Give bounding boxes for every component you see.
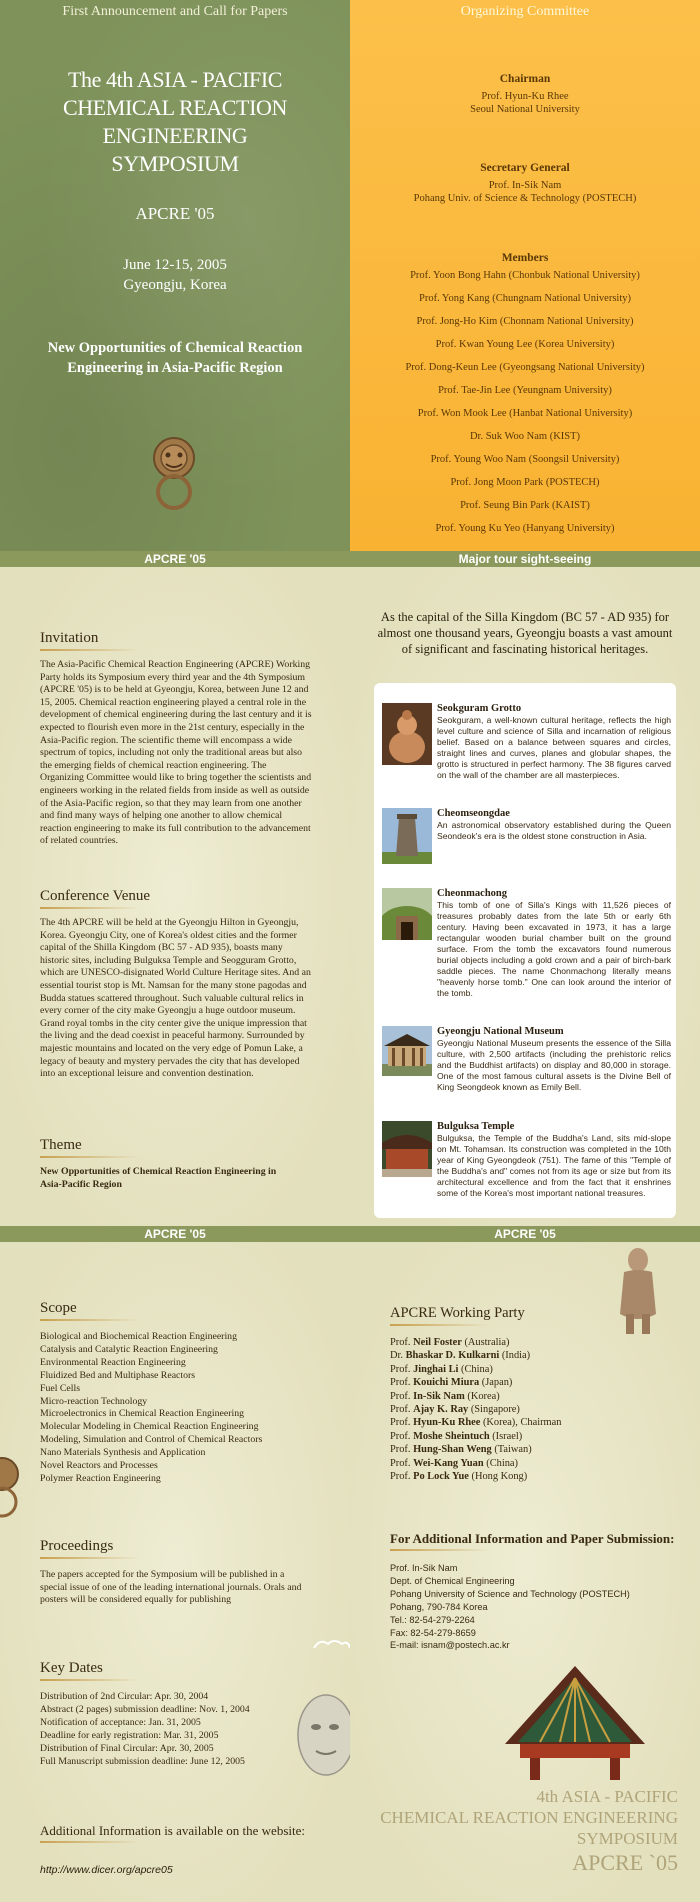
contact-email[interactable]: E-mail: isnam@postech.ac.kr [390,1640,510,1651]
committee-header: Organizing Committee [460,4,590,19]
invitation-heading: Invitation [40,630,99,646]
secretary-name: Prof. In-Sik Nam [488,180,562,191]
member-item: Prof. Dong-Keun Lee (Gyeongsang National University) [405,362,645,373]
member-item: Prof. Tae-Jin Lee (Yeungnam University) [438,385,612,396]
member-item: Prof. Jong Moon Park (POSTECH) [450,477,600,488]
wp-name: Hung-Shan Weng [413,1444,492,1456]
contact-line: Dept. of Chemical Engineering [390,1575,515,1586]
wp-country: (Korea) [464,1390,500,1402]
sight-title: Seokguram Grotto [437,703,522,714]
sight-title: Gyeongju National Museum [437,1026,564,1037]
wp-name: Hyun-Ku Rhee [413,1417,481,1429]
title-line: The 4th ASIA - PACIFIC [67,67,283,92]
scope-item: Novel Reactors and Processes [40,1460,158,1472]
theme-section [40,1136,312,1191]
scope-item: Fuel Cells [40,1382,81,1394]
wp-title: Prof. [390,1337,414,1348]
key-date-item: Distribution of 2nd Circular: Apr. 30, 2004 [40,1691,209,1702]
scope-item: Modeling, Simulation and Control of Chemical Reactors [40,1434,263,1446]
chairman-affiliation: Seoul National University [470,104,580,115]
wp-name: Kouichi Miura [413,1377,480,1389]
scope-item: Environmental Reaction Engineering [40,1356,186,1368]
sightseeing-card [374,683,676,1218]
door-knocker-icon [146,436,202,516]
wp-member [390,1390,640,1403]
key-date-item: Distribution of Final Circular: Apr. 30, 2005 [40,1742,214,1754]
proceedings-heading: Proceedings [40,1538,114,1554]
stone-mask-icon [290,1691,350,1781]
footer-title [358,1786,678,1877]
scope-heading: Scope [40,1300,77,1316]
invitation-text: The Asia-Pacific Chemical Reaction Engineering (APCRE) Working Party holds its Symposium every third year and the 4th Symposium (APCRE '05) is to be held at Gyeongju, Korea, between June 12 and 15, 2005. Chemical reaction engineering played a central role in the development of chemical engineering during the last century and it is expected to flourish even more in the 21st century, especially in the Asia-Pacific region. The scientific theme will encompass a wide spectrum of topics, including not only the traditional areas but also the emerging fields of chemical reaction engineering. The Organizing Committee would like to bring together the scientists and engineers working in the related fields from inside as well as outside of the Asia-Pacific region, so that they may learn from one another and find many ways of helping one another to allow chemical reaction engineering to make its full contribution to the advancement of related countries. [40,659,312,847]
cloud-ornament-icon [312,1638,350,1652]
wp-country: (Singapore) [468,1404,520,1416]
theme-line: New Opportunities of Chemical Reaction Engineering in [40,1166,277,1177]
wp-country: (Korea), Chairman [480,1417,562,1429]
key-dates-list [40,1691,320,1768]
invitation-panel [0,551,350,1226]
chairman-name: Prof. Hyun-Ku Rhee [481,91,569,102]
website-heading: Additional Information is available on the website: [40,1823,305,1838]
sight-text [437,888,671,999]
temple-roof-icon [500,1664,650,1780]
wp-title: Prof. [390,1363,414,1375]
wp-name: Bhaskar D. Kulkarni [405,1350,500,1362]
key-date-item: Deadline for early registration: Mar. 31, 2005 [40,1729,219,1741]
wp-member [390,1349,640,1362]
wp-member [390,1457,640,1470]
sight-item [382,808,670,868]
wp-country: (Australia) [461,1337,510,1348]
scope-item: Microelectronics in Chemical Reaction Engineering [40,1408,245,1420]
footer-line: 4th ASIA - PACIFIC [536,1787,678,1806]
wp-member [390,1403,640,1416]
wp-title: Prof. [390,1417,414,1429]
scope-item: Polymer Reaction Engineering [40,1472,161,1484]
wp-member [390,1376,640,1389]
wp-name: Ajay K. Ray [413,1404,469,1416]
wp-name: Wei-Kang Yuan [413,1457,484,1469]
theme-heading: Theme [40,1137,82,1153]
member-item: Prof. Seung Bin Park (KAIST) [460,500,590,511]
theme-line: Engineering in Asia-Pacific Region [67,360,283,376]
sight-text [437,1121,671,1199]
sight-title: Cheonmachong [437,888,508,899]
proceedings-section [40,1537,312,1607]
scope-section [40,1299,330,1486]
contact-details [390,1562,690,1652]
member-item: Prof. Young Woo Nam (Soongsil University) [430,454,620,465]
sight-item [382,703,670,783]
wp-member [390,1416,640,1429]
buddha-statue-icon [382,703,432,765]
temple-roof-icon [382,1121,432,1177]
wp-country: (China) [483,1457,518,1469]
scope-item: Molecular Modeling in Chemical Reaction Engineering [40,1421,259,1433]
website-section [40,1822,340,1878]
symposium-date: June 12-15, 2005 [123,257,227,273]
sightseeing-panel [350,551,700,1226]
working-party-list [390,1336,640,1483]
sight-description: An astronomical observatory established during the Queen Seondeok's era is the oldest stone construction in Asia. [437,820,671,841]
member-item: Dr. Suk Woo Nam (KIST) [469,431,581,442]
members-section [350,252,700,545]
scope-panel [0,1226,350,1902]
contact-section [390,1530,690,1652]
wp-title: Prof. [390,1457,414,1469]
contact-line: Pohang University of Science and Technology (POSTECH) [390,1588,630,1599]
sight-title: Bulguksa Temple [437,1121,515,1132]
wp-title: Prof. [390,1444,414,1456]
scope-item: Nano Materials Synthesis and Application [40,1447,206,1459]
wp-name: Moshe Sheintuch [413,1430,490,1442]
sight-text [437,808,671,842]
chairman-section [350,73,700,116]
venue-heading: Conference Venue [40,888,151,904]
symposium-date-location [0,255,350,295]
key-dates-section [40,1659,320,1768]
member-item: Prof. Young Ku Yeo (Hanyang University) [435,523,615,534]
sight-text [437,703,671,781]
wp-member [390,1363,640,1376]
footer-line: SYMPOSIUM [576,1829,678,1848]
wp-country: (Japan) [479,1377,513,1389]
website-link[interactable]: http://www.dicer.org/apcre05 [40,1864,173,1876]
member-item: Prof. Yoon Bong Hahn (Chonbuk National University) [410,270,640,281]
contact-line: Pohang, 790-784 Korea [390,1601,488,1612]
scope-list [40,1331,330,1486]
sight-item [382,888,670,1008]
key-date-item: Full Manuscript submission deadline: June 12, 2005 [40,1755,245,1767]
symposium-abbr: APCRE '05 [135,204,215,223]
secretary-heading: Secretary General [480,162,570,174]
contact-line: Fax: 82-54-279-8659 [390,1627,476,1638]
sight-description: Gyeongju National Museum presents the essence of the Silla culture, with 2,500 artifacts (including the prehistoric relics and the Buddhist artifacts) on display and 80,000 in storage. One of the most famous cultural assets is the Divine Bell of King Seongdeok known as Emily Bell. [437,1038,671,1092]
cover-theme [20,338,330,378]
scope-item: Micro-reaction Technology [40,1395,148,1407]
scope-item: Biological and Biochemical Reaction Engineering [40,1331,237,1342]
invitation-section [40,629,312,848]
wp-title: Prof. [390,1471,414,1483]
wp-country: (Israel) [489,1430,523,1442]
stone-tower-icon [382,808,432,864]
title-line: SYMPOSIUM [111,151,239,176]
door-knocker-icon [0,1456,22,1522]
wp-country: (India) [499,1350,531,1362]
key-date-item: Notification of acceptance: Jan. 31, 2005 [40,1716,201,1728]
sight-description: This tomb of one of Silla's Kings with 11,526 pieces of treasures probably dates from the late 5th or early 6th century. Having been excavated in 1973, it has a large rectangular wooden burial chamber built on the ground surface. From the tomb the excavators found numerous burial objects including a gold crown and a pair of birch-bark saddle pieces. The name Chonmachong literally means "heavenly horse tomb." One can look around the interior of the tomb. [437,900,671,998]
theme-line: Asia-Pacific Region [40,1178,122,1190]
wp-name: In-Sik Nam [413,1390,465,1402]
scope-item: Fluidized Bed and Multiphase Reactors [40,1369,196,1381]
theme-text [40,1166,312,1191]
panel-strip: APCRE '05 [0,551,350,567]
symposium-location: Gyeongju, Korea [123,277,227,293]
secretary-affiliation: Pohang Univ. of Science & Technology (POSTECH) [413,193,637,204]
wp-member [390,1470,640,1483]
panel-strip: APCRE '05 [0,1226,350,1242]
title-line: CHEMICAL REACTION ENGINEERING [63,95,287,148]
member-item: Prof. Yong Kang (Chungnam National University) [418,293,632,304]
footer-line: CHEMICAL REACTION ENGINEERING [380,1808,678,1827]
members-heading: Members [501,252,549,264]
wp-name: Neil Foster [413,1337,462,1348]
wp-title: Prof. [390,1404,414,1416]
wp-country: (Hong Kong) [468,1471,528,1483]
sightseeing-intro: As the capital of the Silla Kingdom (BC 57 - AD 935) for almost one thousand years, Gyeongju boasts a vast amount of significant and fascinating historical heritages. [377,610,673,656]
key-date-item: Abstract (2 pages) submission deadline: Nov. 1, 2004 [40,1703,250,1715]
wp-title: Prof. [390,1390,414,1402]
sight-item [382,1121,670,1216]
secretary-section [350,162,700,205]
key-dates-heading: Key Dates [40,1660,103,1676]
burial-mound-icon [382,888,432,940]
wp-title: Prof. [390,1377,414,1389]
member-item: Prof. Won Mook Lee (Hanbat National University) [417,408,633,419]
member-item: Prof. Kwan Young Lee (Korea University) [435,339,615,350]
contact-line: Tel.: 82-54-279-2264 [390,1614,475,1625]
sight-item [382,1026,670,1106]
cover-panel [0,0,350,551]
contact-line: Prof. In-Sik Nam [390,1563,458,1573]
member-item: Prof. Jong-Ho Kim (Chonnam National University) [416,316,634,327]
wp-country: (China) [458,1363,493,1375]
working-party-heading: APCRE Working Party [390,1305,525,1321]
museum-building-icon [382,1026,432,1076]
committee-panel [350,0,700,551]
cover-header: First Announcement and Call for Papers [62,4,288,19]
wp-member [390,1430,640,1443]
wp-title: Prof. [390,1430,414,1442]
contact-heading: For Additional Information and Paper Submission: [390,1531,675,1546]
wp-member [390,1443,640,1456]
sight-title: Cheomseongdae [437,808,510,819]
proceedings-text: The papers accepted for the Symposium will be published in a special issue of one of the leading international journals. Orals and posters will be considered equally for publishing [40,1569,302,1606]
working-party-section [390,1304,640,1483]
sight-text [437,1026,671,1093]
members-list [350,269,700,545]
wp-member [390,1336,640,1349]
working-party-panel [350,1226,700,1902]
theme-line: New Opportunities of Chemical Reaction [47,340,303,356]
sight-description: Seokguram, a well-known cultural heritage, reflects the high level culture and science of Silla and incarnation of religious belief. Based on a balance between squares and circles, straight lines and curves, planes and globular shapes, the grotto is structured in perfect harmony. The 38 figures carved on the wall of the chamber are all masterpieces. [437,715,671,780]
sight-description: Bulguksa, the Temple of the Buddha's Land, sits mid-slope on Mt. Tohamsan. Its construction was completed in the 10th year of King Gyeongdeok (751). The fame of this "Temple of the Buddha's and" comes not from its age or size but from its architectural excellence and from the fact that it enshrines some of the Korea's most important national treasures. [437,1133,671,1198]
footer-abbr: APCRE `05 [572,1850,678,1875]
venue-text: The 4th APCRE will be held at the Gyeongju Hilton in Gyeongju, Korea. Gyeongju City, one of Korea's oldest cities and the former capital of the Shilla Kingdom (BC 57 - AD 935), boasts many historic sites, including Bulguksa Temple and Seogguram Grotto, which are UNESCO-disignated World Culture Heritage sites. And an essential tourist stop is Mt. Namsan for the many stone pagodas and Budda statues scattered throughout. Such valuable cultural relics in every corner of the city make Gyeongju a huge outdoor museum. Grand royal tombs in the city center give the unique impression that the living and the dead coexist in peaceful harmony. Surrounded by majestic mountains and located on the very edge of Pomun Lake, a legacy of beauty and mystery pervades the city that has developed into an exceptional leisure and convention destination. [40,917,311,1080]
scope-item: Catalysis and Catalytic Reaction Engineering [40,1343,218,1355]
wp-title: Dr. [390,1350,406,1362]
venue-section [40,887,312,1081]
symposium-title [6,66,344,178]
wp-name: Po Lock Yue [413,1471,469,1483]
panel-strip: Major tour sight-seeing [350,551,700,567]
wp-country: (Taiwan) [491,1444,532,1456]
chairman-heading: Chairman [499,73,551,85]
wp-name: Jinghai Li [413,1363,459,1375]
panel-strip: APCRE '05 [350,1226,700,1242]
